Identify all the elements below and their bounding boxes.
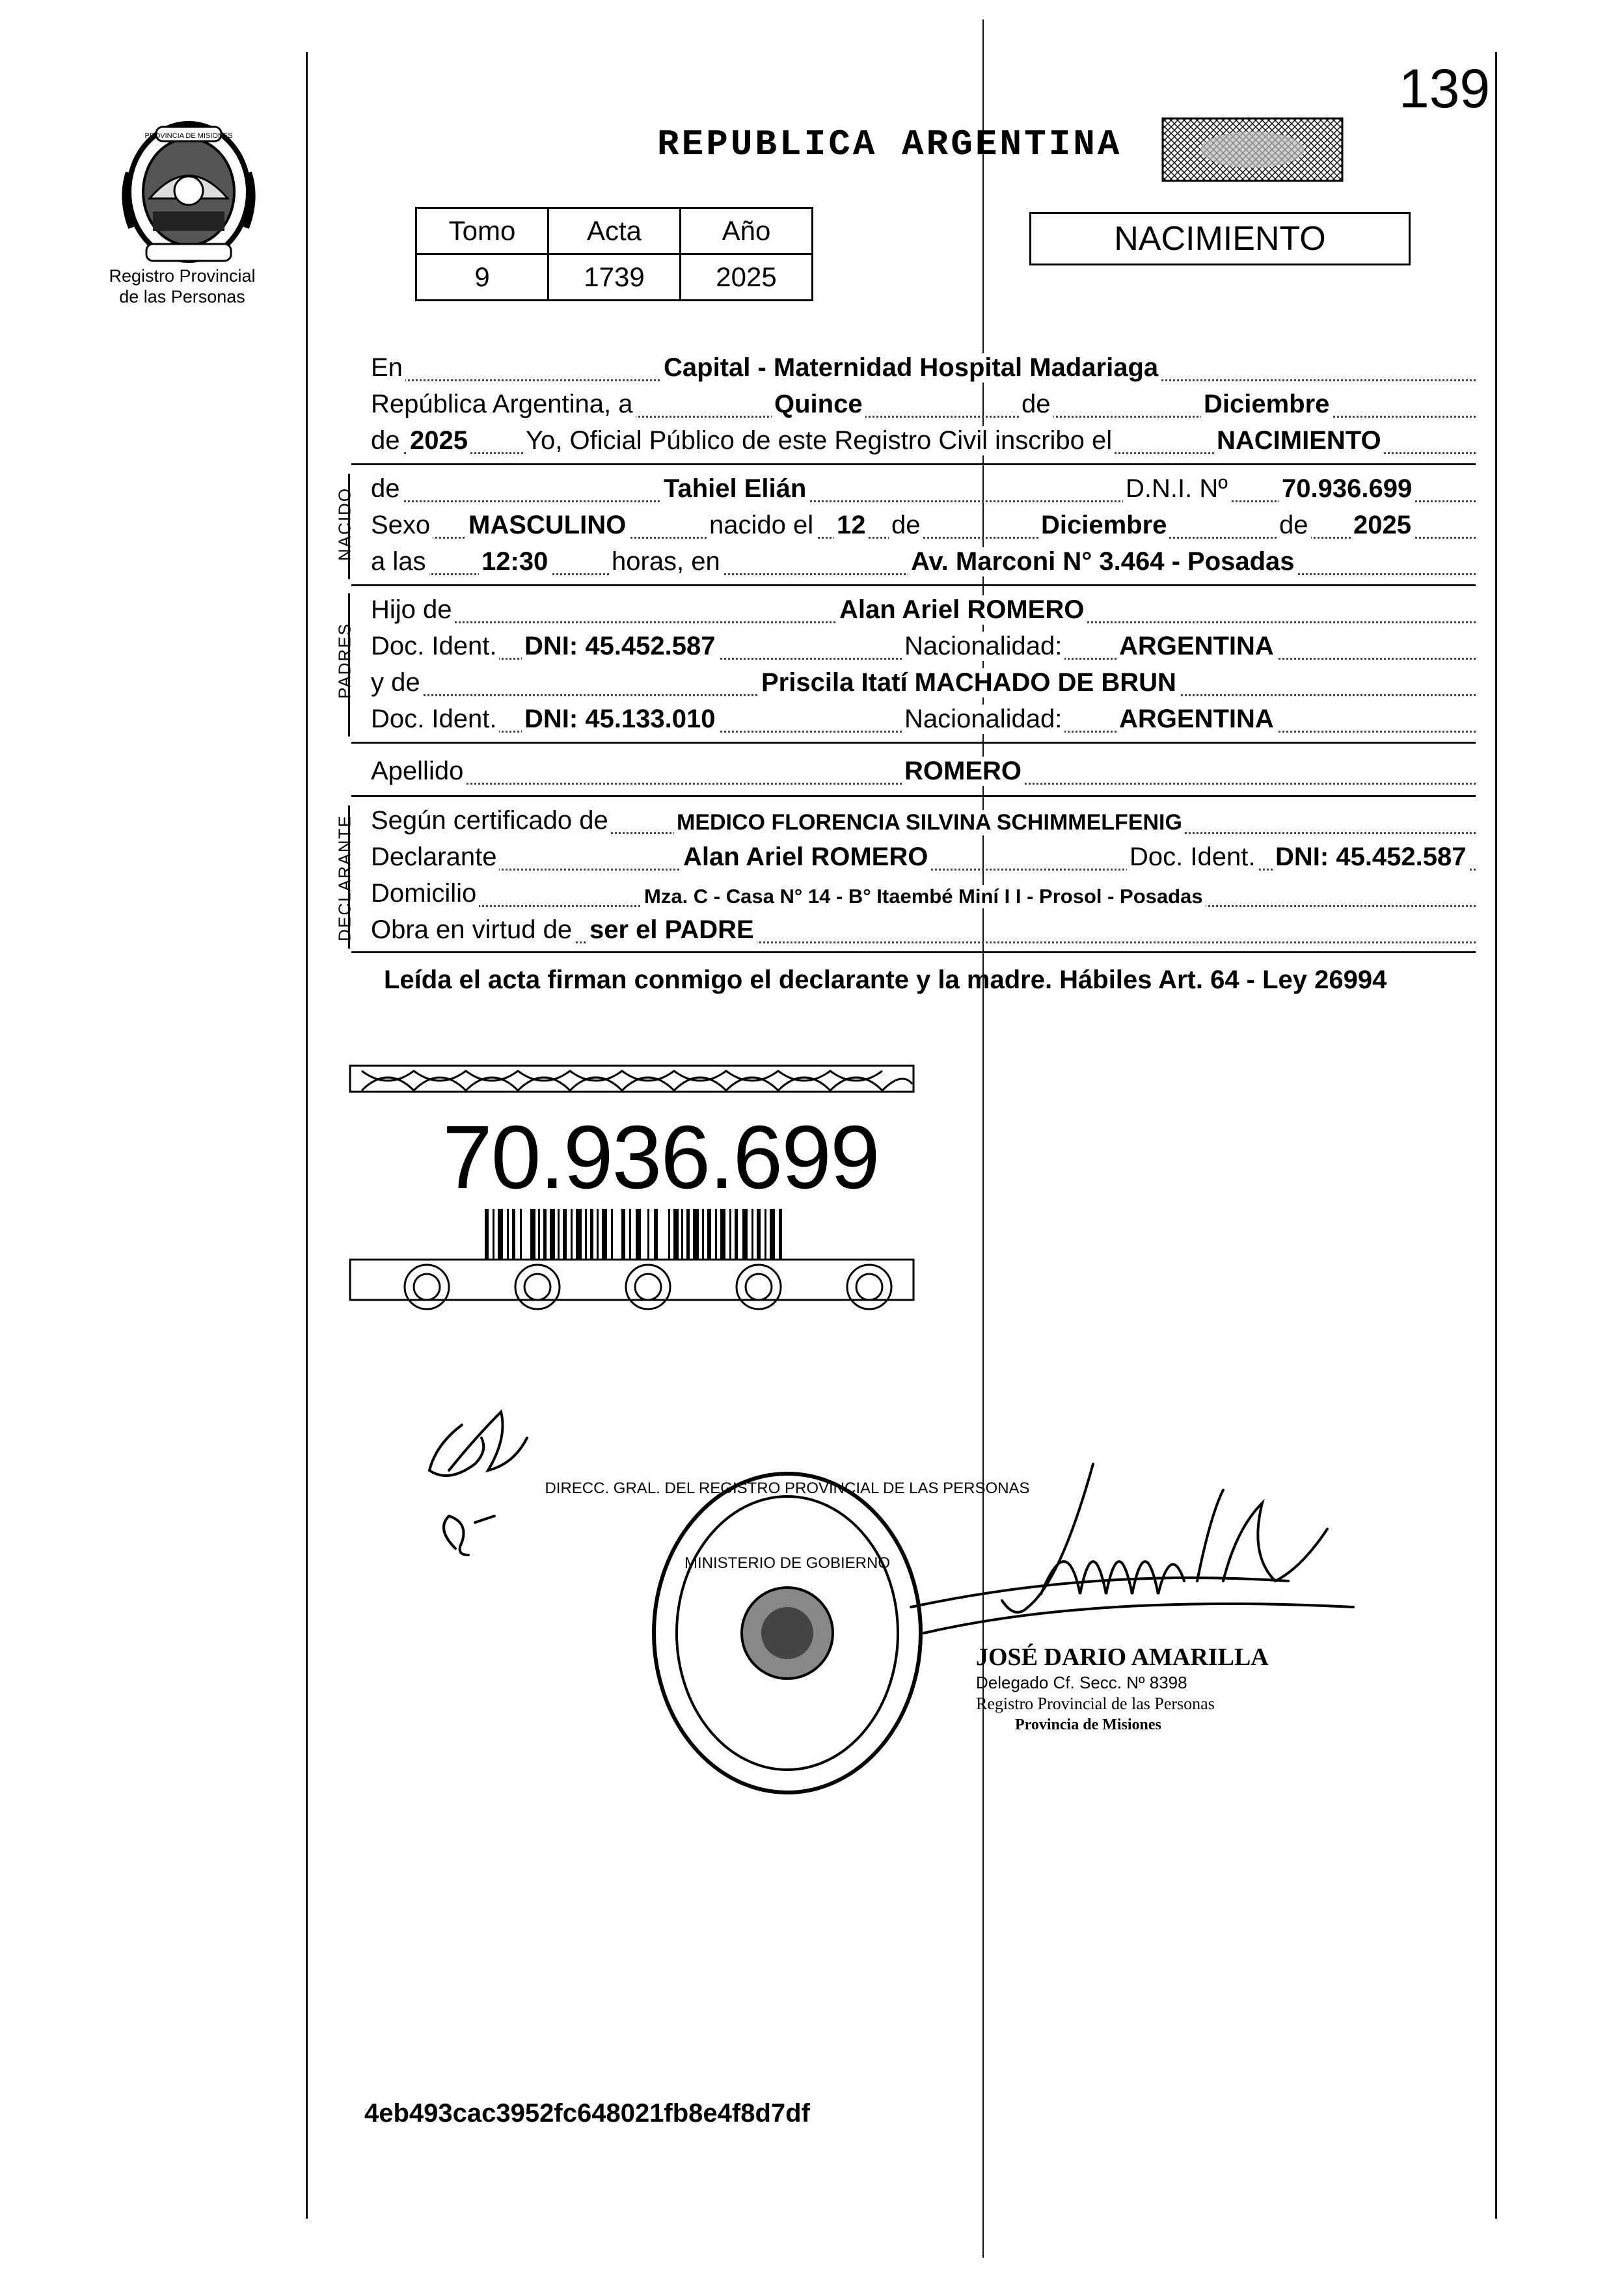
official-seal-stamp [545,1464,1030,1802]
side-label-padres: PADRES [334,623,355,699]
year-value: 2025 [407,426,470,455]
record-type-box: NACIMIENTO [1029,212,1411,265]
birth-month-value: Diciembre [1038,511,1169,540]
document-hash: 4eb493cac3952fc648021fb8e4f8d7df [364,2099,810,2128]
side-label-declarante: DECLARANTE [334,815,355,941]
obra-value: ser el PADRE [587,915,757,945]
anio-label: Año [681,208,813,254]
birth-year-value: 2025 [1351,511,1414,540]
surname-value: ROMERO [902,757,1024,786]
stamp-outer-text: DIRECC. GRAL. DEL REGISTRO PROVINCIAL DE LAS PERSONAS [545,1480,1030,1497]
official-name: JOSÉ DARIO AMARILLA [976,1643,1269,1671]
child-name-value: Tahiel Elián [661,474,809,504]
official-title: Delegado Cf. Secc. Nº 8398 [976,1673,1187,1692]
logo-caption: Registro Provincial de las Personas [109,266,256,306]
declarante-doc-value: DNI: 45.452.587 [1273,843,1469,872]
anio-value: 2025 [681,254,813,301]
birth-place-value: Av. Marconi N° 3.464 - Posadas [908,547,1297,576]
official-province: Provincia de Misiones [1015,1716,1161,1733]
official-org: Registro Provincial de las Personas [976,1694,1215,1713]
day-words-value: Quince [772,390,865,419]
acta-label: Acta [548,208,681,254]
security-pattern-icon [1161,117,1344,182]
stamp-inner-text: MINISTERIO DE GOBIERNO [684,1554,891,1572]
year-row: de 2025 Yo, Oficial Público de este Registro Civil inscribo el NACIMIENTO [368,424,1476,459]
month-value: Diciembre [1201,390,1332,419]
section-divider [351,463,1476,465]
child-name-row: de Tahiel Elián D.N.I. Nº 70.936.699 [368,472,1476,507]
birth-time-value: 12:30 [479,547,550,576]
handwritten-initials-icon [410,1399,540,1562]
certificate-row: Según certificado de MEDICO FLORENCIA SILVINA SCHIMMELFENIG [368,804,1476,839]
section-divider [351,584,1476,586]
domicilio-row: Domicilio Mza. C - Casa N° 14 - B° Itaembé Miní I I - Prosol - Posadas [368,877,1476,912]
left-margin-line [306,52,308,2219]
father-name-value: Alan Ariel ROMERO [837,595,1087,625]
declarante-row: Declarante Alan Ariel ROMERO Doc. Ident. DNI: 45.452.587 [368,841,1476,876]
acta-value: 1739 [548,254,681,301]
sticker-pattern-top [349,1064,915,1093]
closing-text: Leída el acta firman conmigo el declarante y la madre. Hábiles Art. 64 - Ley 26994 [384,966,1387,994]
sticker-pattern-bottom [349,1258,915,1301]
country-title: REPUBLICA ARGENTINA [657,124,1122,165]
official-signature-icon [898,1451,1392,1659]
father-nationality-value: ARGENTINA [1116,632,1277,661]
birth-day-value: 12 [834,511,869,540]
logo-text: PROVINCIA DE MISIONES [144,132,233,140]
domicilio-value: Mza. C - Casa N° 14 - B° Itaembé Miní I I - Prosol - Posadas [642,885,1206,908]
father-doc-value: DNI: 45.452.587 [522,632,718,661]
tomo-label: Tomo [416,208,548,254]
mother-doc-row: Doc. Ident. DNI: 45.133.010 Nacionalidad: ARGENTINA [368,703,1476,738]
certificate-value: MEDICO FLORENCIA SILVINA SCHIMMELFENIG [674,810,1185,835]
sex-birth-row: Sexo MASCULINO nacido el 12 de Diciembre de 2025 [368,509,1476,544]
surname-row: Apellido ROMERO [368,755,1476,790]
time-place-row: a las 12:30 horas, en Av. Marconi N° 3.464 - Posadas [368,545,1476,580]
section-divider [351,951,1476,953]
place-row: En Capital - Maternidad Hospital Madariaga [368,351,1476,386]
father-doc-row: Doc. Ident. DNI: 45.452.587 Nacionalidad: ARGENTINA [368,630,1476,665]
official-name-block [976,1643,1366,1734]
child-dni-value: 70.936.699 [1279,474,1414,504]
sex-value: MASCULINO [466,511,629,540]
mother-nationality-value: ARGENTINA [1116,705,1277,734]
mother-row: y de Priscila Itatí MACHADO DE BRUN [368,666,1476,701]
place-value: Capital - Maternidad Hospital Madariaga [661,353,1161,383]
date-row: República Argentina, a Quince de Diciembre [368,388,1476,423]
side-label-nacido: NACIDO [334,487,355,561]
obra-row: Obra en virtud de ser el PADRE [368,913,1476,949]
declarante-value: Alan Ariel ROMERO [681,843,930,872]
mother-doc-value: DNI: 45.133.010 [522,705,718,734]
section-divider [351,742,1476,744]
event-value: NACIMIENTO [1214,426,1384,455]
page-number: 139 [1399,58,1491,119]
section-divider [351,795,1476,797]
father-row: Hijo de Alan Ariel ROMERO [368,593,1476,629]
mother-name-value: Priscila Itatí MACHADO DE BRUN [759,668,1179,697]
provincial-logo-icon [117,114,260,270]
tomo-value: 9 [416,254,548,301]
sticker-number: 70.936.699 [442,1107,879,1208]
right-margin-line [1495,52,1497,2219]
tomo-acta-anio-table [415,207,813,301]
